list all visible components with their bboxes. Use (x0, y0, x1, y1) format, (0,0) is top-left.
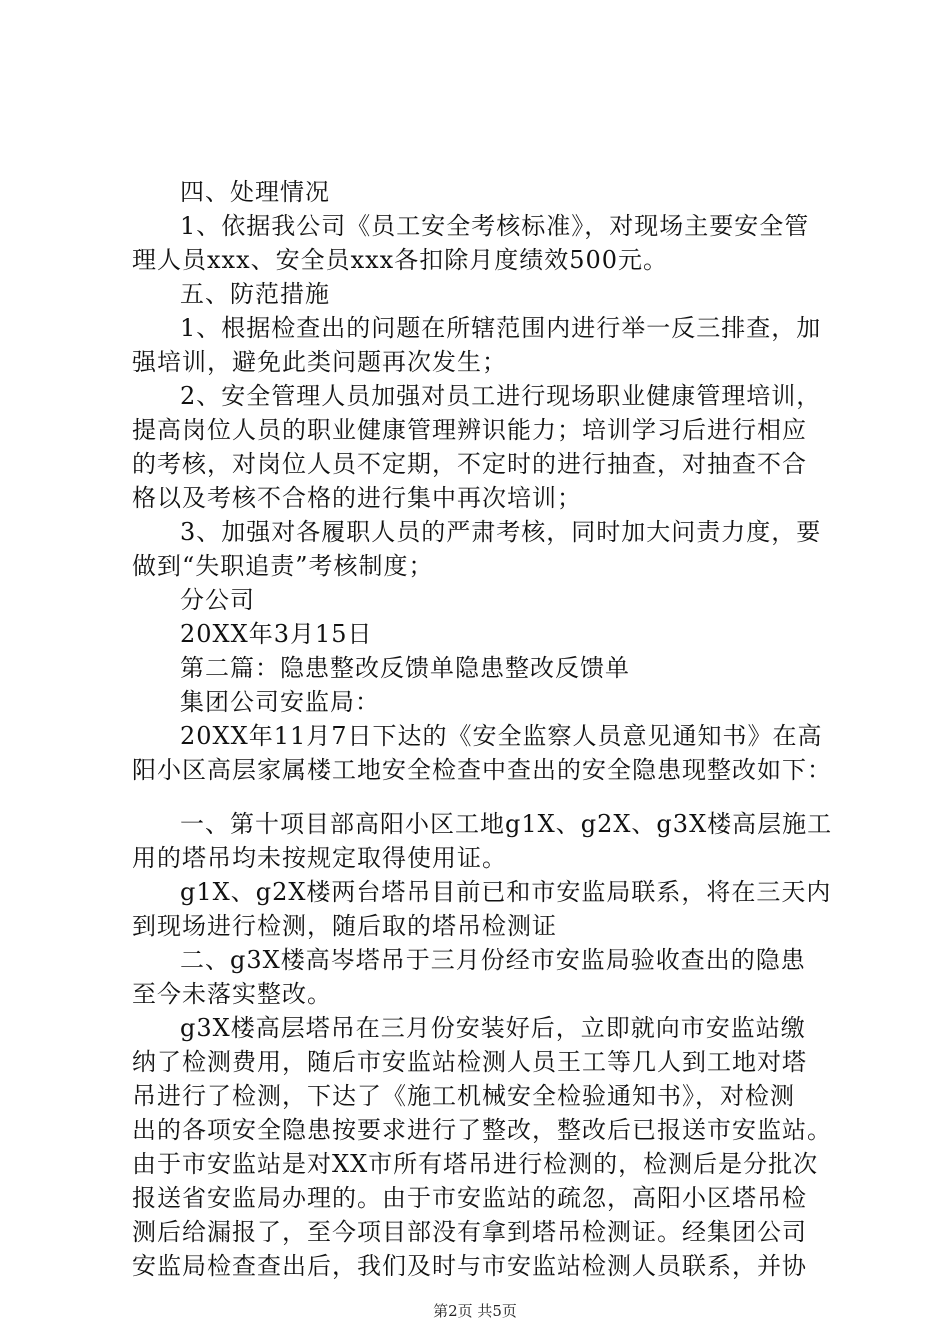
paragraph-line: 提高岗位人员的职业健康管理辨识能力；培训学习后进行相应 (132, 416, 807, 444)
paragraph-line: 1、根据检查出的问题在所辖范围内进行举一反三排查，加 (180, 314, 822, 342)
paragraph-line: g1X、g2X楼两台塔吊目前已和市安监局联系，将在三天内 (180, 878, 832, 906)
paragraph-line: 1、依据我公司《员工安全考核标准》，对现场主要安全管 (180, 212, 810, 240)
paragraph-line: 报送省安监局办理的。由于市安监站的疏忽，高阳小区塔吊检 (132, 1184, 807, 1212)
paragraph-line: 安监局检查查出后，我们及时与市安监站检测人员联系，并协 (132, 1252, 807, 1280)
paragraph-line: 用的塔吊均未按规定取得使用证。 (132, 844, 507, 872)
paragraph-line: 吊进行了检测，下达了《施工机械安全检验通知书》，对检测 (132, 1082, 795, 1110)
paragraph-line: 做到“失职追责”考核制度； (132, 552, 434, 580)
paragraph-line: 强培训，避免此类问题再次发生； (132, 348, 507, 376)
paragraph-line: 理人员xxx、安全员xxx各扣除月度绩效500元。 (132, 246, 669, 274)
paragraph-line: 3、加强对各履职人员的严肃考核，同时加大问责力度，要 (180, 518, 822, 546)
branch-company-signature: 分公司 (180, 586, 255, 614)
paragraph-line: 阳小区高层家属楼工地安全检查中查出的安全隐患现整改如下： (132, 756, 832, 784)
paragraph-line: 测后给漏报了，至今项目部没有拿到塔吊检测证。经集团公司 (132, 1218, 807, 1246)
paragraph-line: 至今未落实整改。 (132, 980, 332, 1008)
heading-handling: 四、处理情况 (180, 178, 330, 206)
paragraph-line: 到现场进行检测，随后取的塔吊检测证 (132, 912, 557, 940)
paragraph-line: 由于市安监站是对XX市所有塔吊进行检测的，检测后是分批次 (132, 1150, 819, 1178)
paragraph-line: 出的各项安全隐患按要求进行了整改，整改后已报送市安监站。 (132, 1116, 832, 1144)
paragraph-line: 20XX年11月7日下达的《安全监察人员意见通知书》在高 (180, 722, 823, 750)
paragraph-line: 2、安全管理人员加强对员工进行现场职业健康管理培训， (180, 382, 822, 410)
section-title-part-two: 第二篇：隐患整改反馈单隐患整改反馈单 (180, 654, 630, 682)
heading-prevention: 五、防范措施 (180, 280, 330, 308)
paragraph-line: 纳了检测费用，随后市安监站检测人员王工等几人到工地对塔 (132, 1048, 807, 1076)
issue-two-heading: 二、g3X楼高岑塔吊于三月份经市安监局验收查出的隐患 (180, 946, 806, 974)
page-number-footer: 第2页 共5页 (433, 1302, 517, 1320)
issue-one-heading: 一、第十项目部高阳小区工地g1X、g2X、g3X楼高层施工 (180, 810, 833, 838)
recipient-salutation: 集团公司安监局： (180, 688, 380, 716)
paragraph-line: 格以及考核不合格的进行集中再次培训； (132, 484, 582, 512)
document-date: 20XX年3月15日 (180, 620, 373, 648)
paragraph-line: g3X楼高层塔吊在三月份安装好后，立即就向市安监站缴 (180, 1014, 806, 1042)
paragraph-line: 的考核，对岗位人员不定期，不定时的进行抽查，对抽查不合 (132, 450, 807, 478)
